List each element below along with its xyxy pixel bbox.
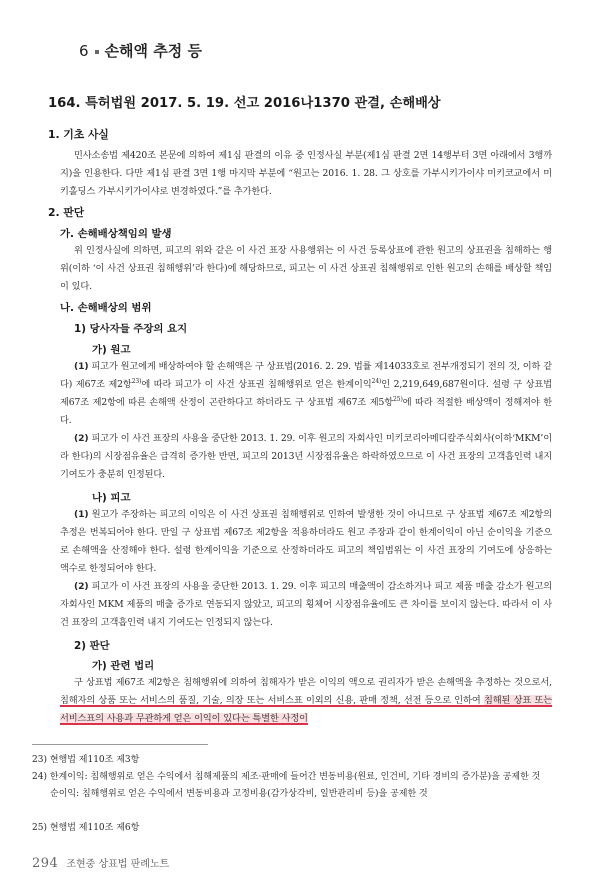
bullet-icon: [95, 50, 99, 54]
paragraph-plaintiff-2: [60, 430, 552, 484]
paragraph-basic-facts: 민사소송법 제420조 본문에 의하여 제1심 판결의 이유 중 인정사실 부분(제1심 판결 2면 14행부터 3면 아래에서 3행까지)을 인용한다. 다만 제1심 판결 3면 1행 마지막 부분에 “원고는 2016. 1. 28. 그 상호를 가부시키가이샤 미키코교에서 미키홀딩스 가부시키가이샤로 변경하였다.”를 추가한다.: [60, 150, 552, 198]
paragraph-text: 피고가 원고에게 배상하여야 할 손해액은 구 상표법(2016. 2. 29. 법률 제14033호로 전부개정되기 전의 것, 이하 같다) 제67조 제2항: [60, 361, 552, 391]
footnote-25: [32, 820, 552, 837]
paragraph-text: 에 따라 적절한 배상액이 정해져야 한다.: [60, 397, 552, 427]
section-title: 손해액 추정 등: [104, 42, 202, 60]
paragraph-text: 구 상표법 제67조 제2항은 침해행위에 의하여 침해자가 받은 이익의 액으로 권리자가 받은 손해액을 추정하는 것으로서,: [74, 677, 552, 688]
paragraph-text: 에 따라 피고가 이 사건 상표권 침해행위로 얻은 한계이익: [141, 379, 372, 391]
heading-plaintiff: 가) 원고: [92, 344, 131, 356]
paragraph-text: 인 2,219,649,687원이다. 설령 구 상표법 제67조 제2항에 따른 손해액 산정이 곤란하다고 하더라도 구 상표법 제67조 제5항: [60, 379, 552, 409]
footnote-24: [32, 769, 552, 803]
section-header: [79, 40, 202, 61]
footnote-23: [32, 752, 552, 769]
page-footer: [32, 855, 169, 871]
book-title: 조현중 상표법 판례노트: [66, 859, 170, 870]
item-label: (2): [74, 581, 89, 592]
item-label: (1): [74, 509, 89, 520]
highlighted-text: 침해된 상표 또는 서비스표의 사용과 무관하게 얻은 이익이 있다는 특별한 사정이: [60, 695, 552, 725]
footnote-ref-23[interactable]: 23): [131, 378, 142, 386]
paragraph-legal-principle: [60, 674, 552, 728]
paragraph-text: 피고가 이 사건 표장의 사용을 중단한 2013. 1. 29. 이후 원고의 자회사인 미키코리아메디칼주식회사(이하‘MKM’이라 한다)의 시장점유율은 급격히 증가한 반면, 피고의 2013년 시장점유율은 하락하였으므로 이 사건 표장의 고객흡인력 내지 기여도가 충분히 인정된다.: [60, 433, 552, 481]
footnote-number: 23): [32, 755, 47, 765]
heading-legal-principle: 가) 관련 법리: [92, 660, 155, 672]
heading-basic-facts: 1. 기초 사실: [48, 128, 109, 141]
heading-judgment: 2. 판단: [48, 206, 85, 219]
footnote-text: 현행법 제110조 제6항: [49, 823, 140, 833]
paragraph-defendant-1: [60, 506, 552, 578]
heading-liability: 가. 손해배상책임의 발생: [60, 228, 172, 240]
page-number: 294: [32, 856, 59, 871]
paragraph-text: 피고가 이 사건 표장의 사용을 중단한 2013. 1. 29. 이후 피고의 매출액이 감소하거나 피고 제품 매출 감소가 원고의 자회사인 MKM 제품의 매출 증가로 연동되지 않았고, 피고의 횡체어 시장점유율에도 큰 차이를 보이지 않는다. 따라서 이 사건 표장의 고객흡인력 내지 기여도는 인정되지 않는다.: [60, 581, 552, 629]
paragraph-text: 원고가 주장하는 피고의 이익은 이 사건 상표권 침해행위로 인하여 발생한 것이 아니므로 구 상표법 제67조 제2항의 추정은 번복되어야 한다. 만일 구 상표법 제67조 제2항을 적용하더라도 원고 주장과 같이 한계이익이 아닌 순이익을 기준으로 손해액을 산정해야 한다. 설령 한계이익을 기준으로 산정하더라도 피고의 책임범위는 이 사건 표장의 기여도에 상응하는 액수로 한정되어야 한다.: [60, 509, 552, 575]
section-number: 6: [79, 42, 89, 60]
item-label: (2): [74, 433, 89, 444]
footnote-extra: 순이익: 침해행위로 얻은 수익에서 변동비용과 고정비용(감가상각비, 일반관리비 등)을 공제한 것: [50, 789, 428, 799]
paragraph-plaintiff-1: [60, 358, 552, 430]
paragraph-defendant-2: [60, 578, 552, 632]
underlined-text: 침해자의 상품 또는 서비스의 품질, 기술, 의장 또는 서비스표 이외의 신용, 판매 정책, 선전 등으로 인하여: [60, 695, 484, 707]
paragraph-liability: 위 인정사실에 의하면, 피고의 위와 같은 이 사건 표장 사용행위는 이 사건 등록상표에 관한 원고의 상표권을 침해하는 행위(이하 ‘이 사건 상표권 침해행위’라 한다)에 해당하므로, 피고는 이 사건 상표권 침해행위로 인한 원고의 손해를 배상할 책임이 있다.: [60, 245, 552, 293]
heading-parties-claims: 1) 당사자들 주장의 요지: [74, 323, 188, 335]
footnote-number: 24): [32, 772, 47, 782]
heading-damages-scope: 나. 손해배상의 범위: [60, 302, 152, 314]
case-title: 164. 특허법원 2017. 5. 19. 선고 2016나1370 관결, 손해배상: [48, 96, 441, 111]
footnote-text: 한계이익: 침해행위로 얻은 수익에서 침해제품의 제조·판매에 들어간 변동비용(원료, 인건비, 기타 경비의 증가분)을 공제한 것: [49, 772, 541, 782]
footnote-number: 25): [32, 823, 47, 833]
footnote-ref-24[interactable]: 24): [371, 378, 382, 386]
footnote-ref-25[interactable]: 25): [393, 396, 403, 404]
footnote-divider: [32, 744, 208, 745]
footnote-text: 현행법 제110조 제3항: [49, 755, 140, 765]
heading-defendant: 나) 피고: [92, 492, 131, 504]
heading-judgment-sub: 2) 판단: [74, 640, 110, 652]
item-label: (1): [74, 361, 89, 372]
